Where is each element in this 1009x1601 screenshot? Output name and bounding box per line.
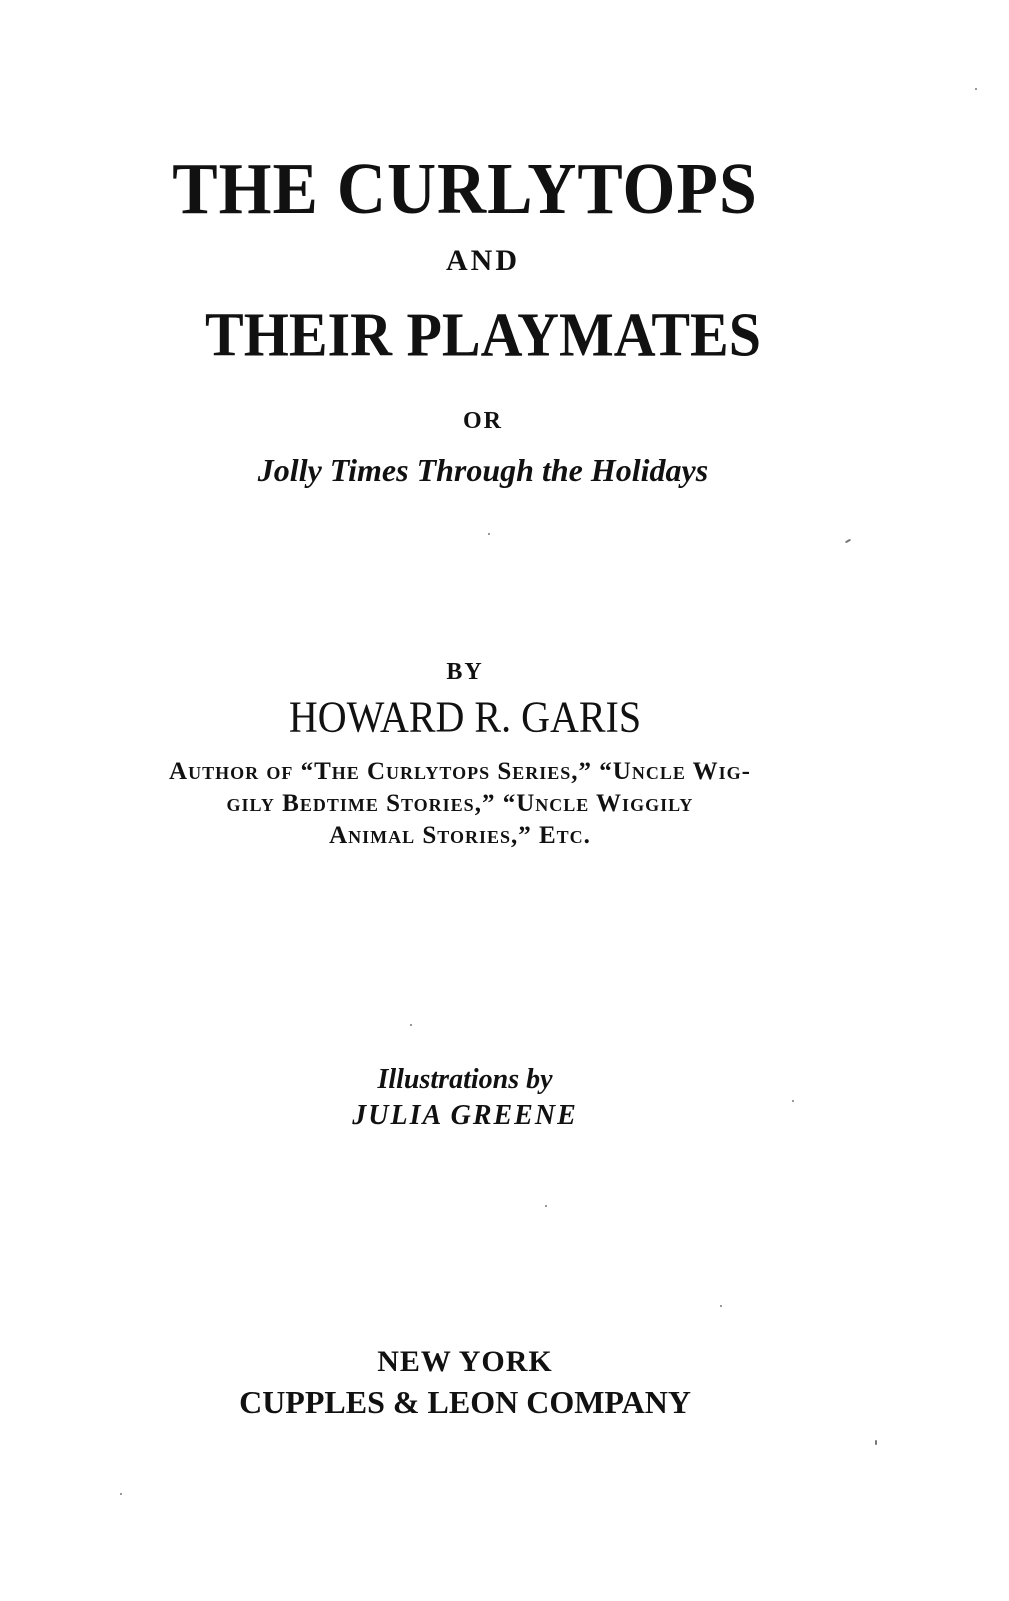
scan-speck: [410, 1024, 412, 1026]
scan-speck: [845, 539, 851, 544]
illustrator-name: JULIA GREENE: [352, 1100, 578, 1131]
author-credits-line: gily Bedtime Stories,” “Uncle Wiggily: [226, 790, 694, 817]
subtitle-connector: OR: [463, 408, 503, 434]
book-title: THE CURLYTOPS: [172, 146, 758, 230]
publisher-name: CUPPLES & LEON COMPANY: [239, 1384, 691, 1420]
book-title-continued: THEIR PLAYMATES: [205, 299, 761, 370]
scan-speck: [545, 1205, 547, 1207]
publisher-city: NEW YORK: [377, 1345, 553, 1378]
author-name: HOWARD R. GARIS: [288, 691, 642, 742]
book-subtitle: Jolly Times Through the Holidays: [257, 452, 709, 488]
scan-speck: [975, 88, 977, 90]
scan-speck: [875, 1440, 877, 1445]
scan-speck: [792, 1100, 794, 1102]
scan-speck: [720, 1305, 722, 1307]
author-credits-line: Author of “The Curlytops Series,” “Uncle Wig-: [169, 758, 751, 785]
author-credits-line: Animal Stories,” Etc.: [329, 822, 591, 849]
illustrations-label: Illustrations by: [377, 1064, 553, 1095]
author-credits: [70, 756, 850, 852]
scan-speck: [120, 1493, 122, 1495]
title-conjunction: AND: [446, 244, 520, 277]
scan-speck: [488, 533, 490, 535]
byline-label: BY: [446, 659, 484, 685]
